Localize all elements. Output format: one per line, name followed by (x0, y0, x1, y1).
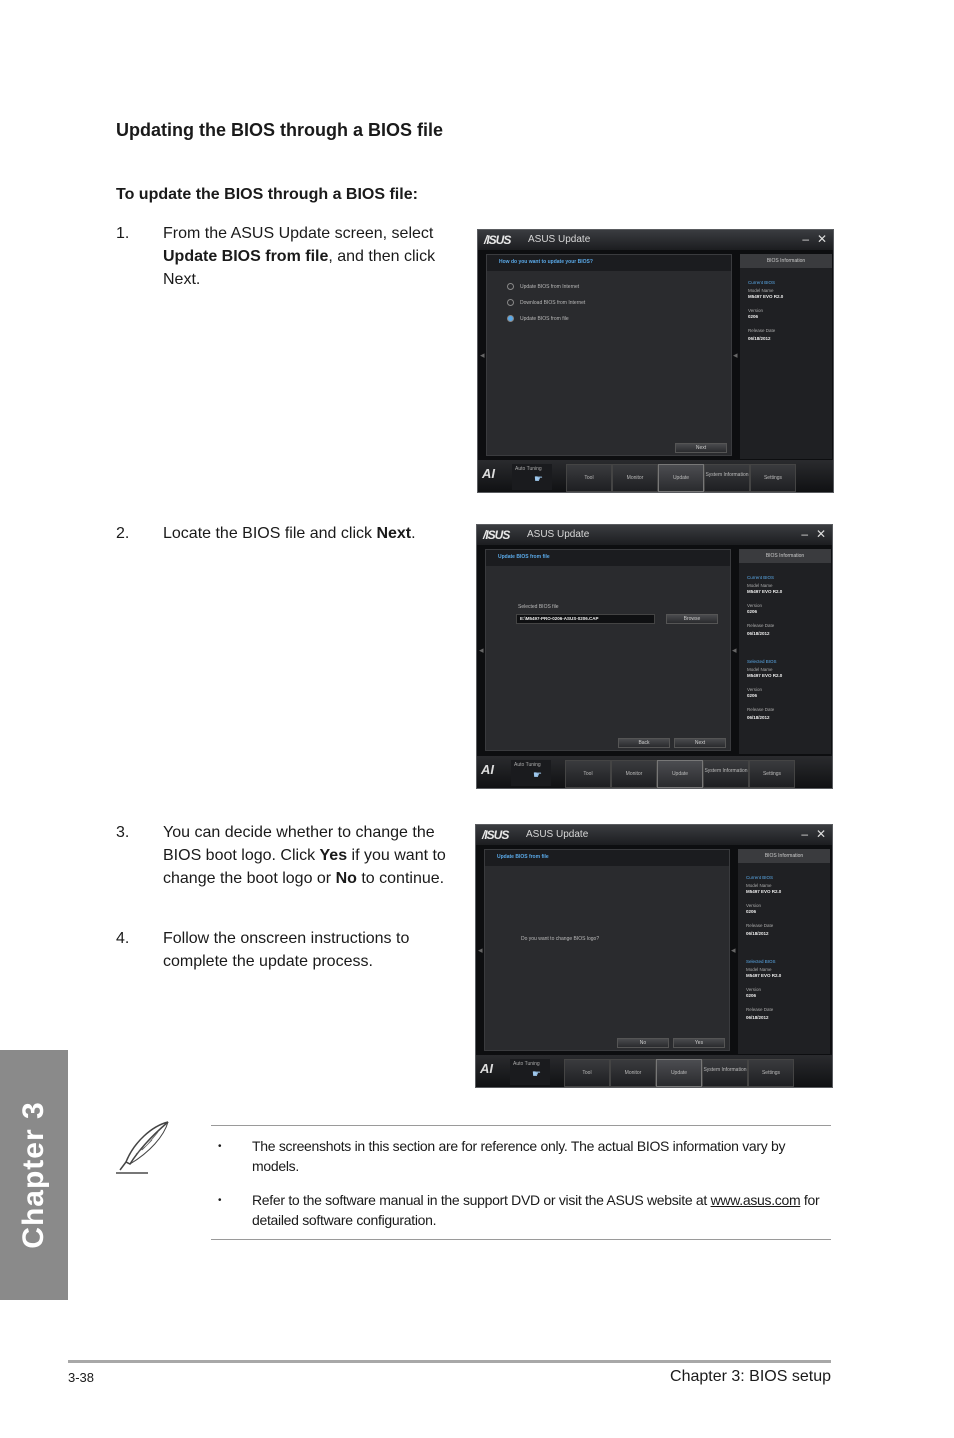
update-panel (484, 849, 730, 1051)
option-download-from-internet[interactable]: Download BIOS from Internet (507, 299, 585, 306)
auto-tuning-button[interactable]: Auto Tuning (510, 1059, 550, 1085)
panel-header: How do you want to update your BIOS? (487, 255, 731, 271)
minimize-icon[interactable]: – (801, 527, 808, 541)
version-value: 0206 (746, 993, 757, 998)
bios-info-panel (738, 849, 830, 1054)
version-value: 0206 (746, 909, 757, 914)
radio-icon (507, 299, 514, 306)
page-number: 3-38 (68, 1370, 95, 1385)
release-date-value: 06/18/2012 (747, 631, 770, 636)
release-date-value: 06/18/2012 (747, 715, 770, 720)
version-label: Version (746, 903, 762, 908)
system-information-button[interactable]: System Information (702, 1059, 748, 1087)
close-icon[interactable]: ✕ (816, 232, 827, 246)
chevron-left-icon[interactable]: ◂ (480, 350, 485, 360)
close-icon[interactable]: ✕ (815, 527, 826, 541)
model-name-label: Model Name (747, 583, 773, 588)
current-bios-label: Current BIOS (747, 575, 775, 580)
bios-info-tab[interactable]: BIOS Information (740, 254, 832, 268)
note-bottom-rule (211, 1239, 831, 1240)
feather-pen-icon (112, 1118, 174, 1178)
bottom-toolbar (477, 756, 832, 788)
footer-chapter-title: Chapter 3: BIOS setup (670, 1368, 831, 1385)
asus-logo: /ISUS (483, 528, 510, 542)
selected-bios-label: Selected BIOS (746, 959, 776, 964)
model-name-value: M5497 EVO R2.0 (747, 673, 783, 678)
version-label: Version (746, 987, 762, 992)
release-date-label: Release Date (747, 707, 775, 712)
asus-website-link[interactable]: www.asus.com (710, 1192, 801, 1208)
browse-button[interactable]: Browse (666, 614, 718, 624)
update-panel (486, 254, 732, 456)
window-title: ASUS Update (527, 529, 590, 540)
ai-suite-logo[interactable]: AI (481, 762, 494, 777)
note-item-2: Refer to the software manual in the support DVD or visit the ASUS website at www.asus.com for detailed software configuration. (252, 1192, 820, 1228)
pointer-hand-icon: ☛ (532, 1069, 541, 1080)
update-button[interactable]: Update (656, 1059, 702, 1087)
change-logo-question: Do you want to change BIOS logo? (521, 936, 600, 942)
settings-button[interactable]: Settings (748, 1059, 794, 1087)
version-label: Version (748, 308, 764, 313)
tool-button[interactable]: Tool (565, 760, 611, 788)
asus-update-window-3 (475, 824, 833, 1088)
model-name-label: Model Name (747, 667, 773, 672)
version-label: Version (747, 687, 763, 692)
bullet: • (218, 1195, 222, 1206)
step-text: You can decide whether to change the BIOS boot logo. Click Yes if you want to change the boot logo or No to continue. (163, 824, 446, 887)
footer-rule (68, 1360, 831, 1363)
step-number: 3. (116, 824, 130, 841)
close-icon[interactable]: ✕ (815, 827, 826, 841)
title-bar (476, 825, 832, 845)
release-date-value: 06/18/2012 (746, 931, 769, 936)
model-name-value: M5497 EVO R2.0 (748, 294, 784, 299)
ai-suite-logo[interactable]: AI (482, 466, 495, 481)
step-text: Locate the BIOS file and click Next. (163, 525, 416, 542)
panel-header: Update BIOS from file (485, 850, 729, 866)
auto-tuning-button[interactable]: Auto Tuning (512, 464, 552, 490)
update-panel (485, 549, 731, 751)
version-label: Version (747, 603, 763, 608)
next-button[interactable]: Next (675, 443, 727, 453)
bottom-toolbar (476, 1055, 832, 1087)
note-top-rule (211, 1125, 831, 1126)
version-value: 0206 (748, 314, 759, 319)
asus-update-window-2 (476, 524, 833, 789)
system-information-button[interactable]: System Information (703, 760, 749, 788)
bottom-toolbar (478, 460, 833, 492)
model-name-value: M5497 EVO R2.0 (746, 973, 782, 978)
tool-button[interactable]: Tool (566, 464, 612, 492)
bios-info-tab[interactable]: BIOS Information (739, 549, 831, 563)
version-value: 0206 (747, 693, 758, 698)
selected-bios-label: Selected BIOS (747, 659, 777, 664)
step-2 (116, 522, 476, 546)
system-information-button[interactable]: System Information (704, 464, 750, 492)
chevron-left-icon[interactable]: ◂ (478, 945, 483, 955)
chevron-left-icon[interactable]: ◂ (732, 645, 737, 655)
window-title: ASUS Update (526, 829, 589, 840)
bios-info-tab[interactable]: BIOS Information (738, 849, 830, 863)
release-date-label: Release Date (746, 923, 774, 928)
window-title: ASUS Update (528, 234, 591, 245)
selected-file-field[interactable]: E:\M5497-PRO-0206-ASUS-0206.CAP (516, 614, 655, 624)
radio-icon (507, 283, 514, 290)
chevron-left-icon[interactable]: ◂ (733, 350, 738, 360)
pointer-hand-icon: ☛ (534, 474, 543, 485)
title-bar (477, 525, 832, 545)
version-value: 0206 (747, 609, 758, 614)
auto-tuning-button[interactable]: Auto Tuning (511, 760, 551, 786)
chevron-left-icon[interactable]: ◂ (479, 645, 484, 655)
update-button[interactable]: Update (657, 760, 703, 788)
note-item-1: The screenshots in this section are for reference only. The actual BIOS information vary by models. (252, 1138, 786, 1174)
settings-button[interactable]: Settings (750, 464, 796, 492)
asus-update-window-1 (477, 229, 834, 493)
pointer-hand-icon: ☛ (533, 770, 542, 781)
minimize-icon[interactable]: – (802, 232, 809, 246)
current-bios-label: Current BIOS (746, 875, 774, 880)
step-number: 4. (116, 930, 130, 947)
release-date-label: Release Date (748, 328, 776, 333)
procedure-heading: To update the BIOS through a BIOS file: (116, 186, 418, 203)
chevron-left-icon[interactable]: ◂ (731, 945, 736, 955)
step-text: From the ASUS Update screen, select Update BIOS from file, and then click Next. (163, 225, 436, 288)
radio-selected-icon (507, 315, 514, 322)
update-button[interactable]: Update (658, 464, 704, 492)
option-update-from-internet[interactable]: Update BIOS from Internet (507, 283, 579, 290)
panel-header: Update BIOS from file (486, 550, 730, 566)
chapter-tab-label: Chapter 3 (17, 1101, 50, 1249)
no-button[interactable]: No (617, 1038, 669, 1048)
model-name-value: M5497 EVO R2.0 (746, 889, 782, 894)
next-button[interactable]: Next (674, 738, 726, 748)
model-name-label: Model Name (746, 967, 772, 972)
monitor-button[interactable]: Monitor (611, 760, 657, 788)
asus-logo: /ISUS (484, 233, 511, 247)
step-4 (116, 927, 466, 975)
monitor-button[interactable]: Monitor (612, 464, 658, 492)
step-number: 2. (116, 525, 130, 542)
asus-logo: /ISUS (482, 828, 509, 842)
option-update-from-file[interactable]: Update BIOS from file (507, 315, 569, 322)
current-bios-label: Current BIOS (748, 280, 776, 285)
bios-info-panel (739, 549, 831, 754)
tool-button[interactable]: Tool (564, 1059, 610, 1087)
selected-file-label: Selected BIOS file (518, 604, 559, 610)
bullet: • (218, 1141, 222, 1152)
step-text: Follow the onscreen instructions to complete the update process. (163, 930, 410, 970)
back-button[interactable]: Back (618, 738, 670, 748)
model-name-label: Model Name (748, 288, 774, 293)
yes-button[interactable]: Yes (673, 1038, 725, 1048)
model-name-label: Model Name (746, 883, 772, 888)
monitor-button[interactable]: Monitor (610, 1059, 656, 1087)
title-bar (478, 230, 833, 250)
release-date-value: 06/18/2012 (746, 1015, 769, 1020)
ai-suite-logo[interactable]: AI (480, 1061, 493, 1076)
step-1 (116, 222, 466, 292)
release-date-label: Release Date (747, 623, 775, 628)
minimize-icon[interactable]: – (801, 827, 808, 841)
bios-info-panel (740, 254, 832, 459)
section-heading: Updating the BIOS through a BIOS file (116, 120, 443, 140)
step-number: 1. (116, 225, 130, 242)
release-date-label: Release Date (746, 1007, 774, 1012)
release-date-value: 06/18/2012 (748, 336, 771, 341)
step-3 (116, 821, 466, 916)
settings-button[interactable]: Settings (749, 760, 795, 788)
model-name-value: M5497 EVO R2.0 (747, 589, 783, 594)
chapter-tab (0, 1050, 68, 1300)
